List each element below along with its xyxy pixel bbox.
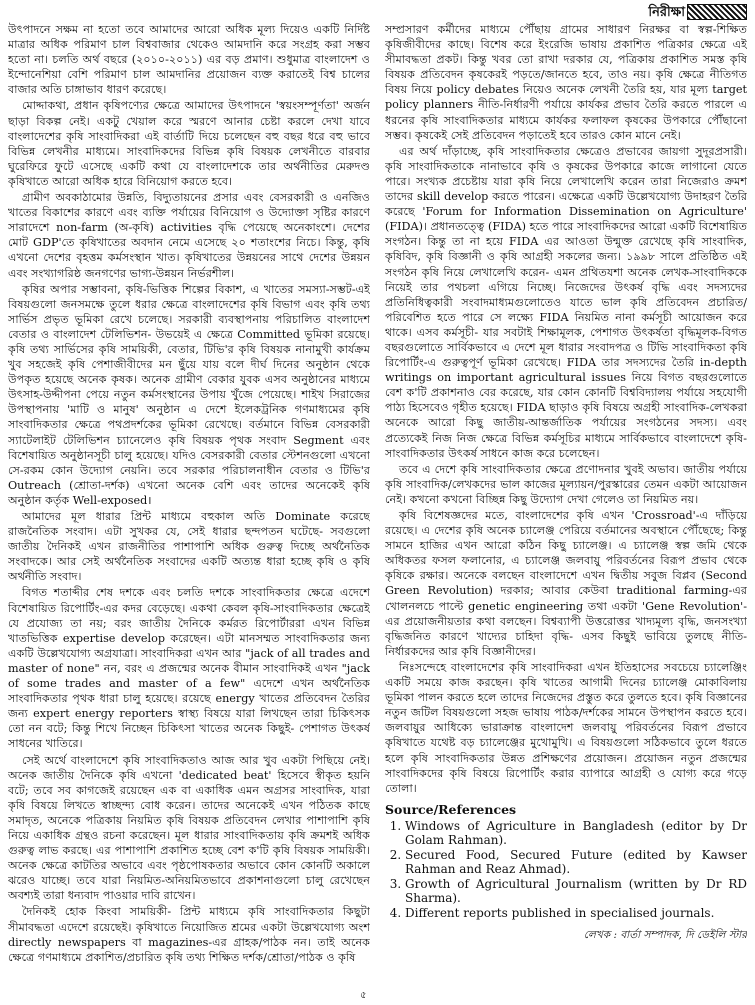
left-column — [8, 22, 370, 994]
reference-item: 3. Growth of Agricultural Journalism (written by Dr RD Sharma). — [405, 877, 747, 905]
paragraph: এর অর্থ দাঁড়াচ্ছে, কৃষি সাংবাদিকতার ক্ষেত্রেও প্রভাবের জায়গা সুদূরপ্রসারী। কৃষি সাংবাদিকতাকে নানাভাবে কৃষি ও কৃষকের উপকারে কাজে লাগানো যেতে পারে। সংখ্যক প্রচেষ্টায় যারা কৃষি নিয়ে লেখালেখি করেন তারা নিজেরাও ক্রমশ তাদের skill develop করতে পারেন। এক্ষেত্রে একটি উল্লেখযোগ্য উদাহরণ তৈরি করেছে 'Forum for Information Dissemination on Agriculture' (FIDA)। প্রধানতত্ত্বে (FIDA) হতে পারে সাংবাদিকদের আরো একটি বিশেষায়িত সংগঠন। কিন্তু তা না হয়ে FIDA এর আওতা উন্মুক্ত রেখেছে কৃষি সাংবাদিক, কৃষিবিদ, কৃষি বিজ্ঞানী ও কৃষি আগ্রহী সকলের জন্য। ১৯৯৮ সালে প্রতিষ্ঠিত এই সংগঠন কৃষি নিয়ে লেখালেখি করেন- এমন প্রথিতযশা অনেক লেখক-সাংবাদিককে নিয়েই তার পথচলা এগিয়ে নিচ্ছে। নিজেদের উৎকর্ষ বৃদ্ধি এবং সদস্যদের প্রতিনিধিত্বকারী সংবাদমাধ্যমগুলোতেও যাতে ভাল কৃষি প্রতিবেদন প্রচারিত/পরিবেশিত হতে পারে সে লক্ষ্যে FIDA নিয়মিত নানা কর্মসূচী আয়োজন করে থাকে। এসব কর্মসূচী- যার সবটাই শিক্ষামূলক, পেশাগত উৎকর্ষতা বৃদ্ধিমূলক-বিগত বছরগুলোতে সার্বিকভাবে এ দেশে মূল ধারার সংবাদপত্র ও টিভি সাংবাদিকতা কৃষি রিপোর্টিং-এ গুরুত্বপূর্ণ ভূমিকা রেখেছে। FIDA তার সদস্যদের তৈরি in-depth writings on important agricultural issues নিয়ে বিগত বছরগুলোতে বেশ ক'টি প্রকাশনাও বের করেছে, যার কোন কোনটি বিশ্ববিদ্যালয় পর্যায়ে সহযোগী পাঠ্য হিসেবেও গৃহীত হয়েছে। FIDA ছাড়াও কৃষি বিষয়ে অগ্রহী সাংবাদিক-লেখকরা অনেকে আরো কিছু জাতীয়-আন্তর্জাতিক পর্যায়ের সংগঠনের সদস্য। এবং প্রত্যেকেই নিজ নিজ ক্ষেত্রে বিভিন্ন কর্মসূচির মাধ্যমে সার্বিকভাবে বাংলাদেশে কৃষি-সাংবাদিকতার উৎকর্ষ সাধনে কাজ করে চলেছেন। — [385, 144, 747, 460]
paragraph: নিঃসন্দেহে বাংলাদেশের কৃষি সাংবাদিকরা এখন ইতিহাসের সবচেয়ে চ্যালেঞ্জিং একটি সময়ে কাজ করছেন। কৃষি খাতের আগামী দিনের চ্যালেঞ্জ মোকাবিলায় ভূমিকা পালন করতে হলে তাদের নিজেদের প্রস্তুত করে তুলতে হবে। কৃষি বিজ্ঞানের নতুন জটিল বিষয়গুলো সহজ ভাষায় পাঠক/দর্শকের সামনে উপস্থাপন করতে হবে। জলবায়ুর আধিক্যে ভারাক্রান্ত বাংলাদেশ জলবায়ু পরিবর্তনের বিরূপ প্রভাবে কৃষিখাতে যথেষ্ট বড় চ্যালেঞ্জের মুখোমুখি। এ বিষয়গুলো সঠিকভাবে তুলে ধরতে হলে কৃষি সাংবাদিকতার উন্নত প্রশিক্ষণের প্রয়োজন। প্রয়োজন নতুন প্রজন্মের সাংবাদিকদের কৃষি বিষয়ে রিপোর্টিং করার ব্যাপারে আগ্রহী ও যোগ্য করে গড়ে তোলা। — [385, 660, 747, 795]
header-pattern — [687, 4, 747, 20]
references-title: Source/References — [385, 801, 517, 817]
paragraph: সেই অর্থে বাংলাদেশে কৃষি সাংবাদিকতাও আজ আর খুব একটা পিছিয়ে নেই। অনেক জাতীয় দৈনিকে কৃষি এখনো 'dedicated beat' হিসেবে স্বীকৃত হয়নি বটে; তবে সব কাগজেই রয়েছেন এক বা একাধিক এমন অগ্রসর সাংবাদিক, যারা কৃষি বিষয়ে লিখতে স্বাচ্ছন্দ্য বোধ করেন। তাদের অনেকেই এখন পঠিতক কাছে সমাদৃত, অনেকে পত্রিকায় নিয়মিত কৃষি বিষয়ক প্রতিবেদন লেখার পাশাপাশি কৃষি নিয়ে একাধিক গ্রন্থও রচনা করেছেন। মূল ধারার সাংবাদিকতায় কৃষি ক্রমশই অধিক গুরুত্ব লাভ করছে। এর পাশাপাশি প্রকাশিত হচ্ছে বেশ ক'টি কৃষি বিষয়ক সাময়িকী। অনেক ক্ষেত্রে কাটতির অভাবে এবং পৃষ্ঠপোষকতার অভাবে কোন কোনটি অকালে ঝরেও যাচ্ছে। তবে যারা নিয়মিত-অনিয়মিতভাবে প্রকাশনাগুলো চালু রেখেছেন অবশ্যই তারা ধন্যবাদ পাওয়ার দাবি রাখেন। — [8, 753, 370, 903]
section-label: নিরীক্ষা — [648, 5, 685, 20]
page-header — [0, 0, 755, 22]
paragraph: তবে এ দেশে কৃষি সাংবাদিকতার ক্ষেত্রে প্রণোদনার খুবই অভাব। জাতীয় পর্যায়ে কৃষি সাংবাদিক/লেখকদের ভাল কাজের মূল্যায়ন/পুরস্কারের তেমন একটা আয়োজন নেই। কখনো কখনো বিচ্ছিন্ন কিছু উদ্যোগ দেখা গেলেও তা নিয়মিত নয়। — [385, 462, 747, 506]
paragraph: দৈনিকই হোক কিংবা সাময়িকী- প্রিন্ট মাধ্যমে কৃষি সাংবাদিকতার কিছুটা সীমাবদ্ধতা এদেশে রয়েছেই। কৃষিখাতে নিয়োজিত শ্রমের একটা উল্লেখযোগ্য অংশ directly newspapers বা magazines-এর গ্রাহক/পাঠক নন। তাই অনেক ক্ষেত্রে গণমাধ্যমে প্রকাশিত/প্রচারিত কৃষি তথ্য শিক্ষিত দর্শক/শ্রোতা/পাঠক ও কৃষি — [8, 905, 370, 964]
page-number: ৫ — [360, 990, 367, 1001]
reference-item: 1. Windows of Agriculture in Bangladesh (editor by Dr Golam Rahman). — [405, 819, 747, 847]
right-column — [385, 22, 747, 994]
paragraph: আমাদের মূল ধারার প্রিন্ট মাধ্যমে বহুকাল অতি Dominate করেছে রাজনৈতিক সংবাদ। এটা সুখকর যে, সেই ধারার ছন্দপতন ঘটেছে- সবগুলো জাতীয় দৈনিকই এখন রাজনীতির পাশাপাশি অধিক গুরুত্ব দিচ্ছে অর্থনৈতিক সংবাদকে। আর সেই অর্থনৈতিক সংবাদের একটি অত্যন্ত ধারা হচ্ছে কৃষি ও কৃষি অর্থনীতি সংবাদ। — [8, 510, 370, 584]
paragraph: কৃষির অপার সম্ভাবনা, কৃষি-ভিত্তিক শিল্পের বিকাশ, এ খাতের সমস্যা-সম্ভট-এই বিষয়গুলো জনসমক্ষে তুলে ধরার ক্ষেত্রে বাংলাদেশের কৃষি বিভাগ এবং কৃষি তথ্য সার্ভিস প্রভৃত ভূমিকা রেখে চলেছে। সরকারী ব্যবস্থাপনায় পরিচালিত বাংলাদেশ বেতার ও বাংলাদেশ টেলিভিশন- উভয়েই এ ক্ষেত্রে Committed ভূমিকা রয়েছে। কৃষি তথ্য সার্ভিসের কৃষি সাময়িকী, বেতার, টিভি'র কৃষি বিষয়ক নানামুখী কার্যক্রম খুব সহজেই কৃষি পেশাজীবীদের মন ছুঁয়ে যায় বলে দীর্ঘ দিনের অনুষ্ঠান থেকে উপকৃত হয়েছে অনেক কৃষক। অনেক গ্রামীণ বেকার যুবক এসব অনুষ্ঠানের মাধ্যমে উৎসাহ-উদ্দীপনা পেয়ে নতুন কর্মসংস্থানের উপায় খুঁজে পেয়েছে। শাইখ সিরাজের উপস্থাপনায় 'মাটি ও মানুষ' অনুষ্ঠান এ দেশে ইলেকট্রনিক গণমাধ্যমের কৃষি সাংবাদিকতার ক্ষেত্রে পথপ্রদর্শকের ভূমিকা রেখেছে। বর্তমানে বিভিন্ন বেসরকারী স্যাটেলাইট টেলিভিশন চ্যানেলেও কৃষি বিষয়ক পৃথক সংবাদ Segment এবং বিশেষায়িত অনুষ্ঠানসূচী চালু হয়েছে। যদিও বেসরকারী বেতার স্টেশনগুলো এখনো সে-রকম কোন উদ্যোগ নেয়নি। তবে সরকার পরিচালনাধীন বেতার ও টিভি'র Outreach (শ্রোতা-দর্শক) এখনো অনেক বেশি এবং তাদের অনেকেই কৃষি অনুষ্ঠান কর্তৃক Well-exposed। — [8, 282, 370, 507]
reference-item: 4. Different reports published in specialised journals. — [405, 906, 747, 920]
references-list — [385, 819, 747, 920]
paragraph: মোদ্দাকথা, প্রধান কৃষিপণ্যের ক্ষেত্রে আমাদের উৎপাদনে 'স্বয়ংসম্পূর্ণতা' অর্জন ছাড়া বিকল্প নেই। একটু খেয়াল করে স্মরণে আনার চেষ্টা করলে দেখা যাবে বাংলাদেশের কৃষি সাংবাদিকরা এই বার্তাটি দিয়ে চলেছেন বহু বছর ধরে বহু ভাবে বিভিন্ন লেখনীর মাধ্যমে। সাংবাদিকদের বিভিন্ন কৃষি বিষয়ক লেখনীতে বারবার ঘুরেফিরে ফুটে এসেছে একটি কথা যে বাংলাদেশকে তার অর্থনীতির মেরুদণ্ড কৃষিখাতে আরো অধিক হারে বিনিয়োগ করতে হবে। — [8, 99, 370, 188]
paragraph: কৃষি বিশেষজ্ঞদের মতে, বাংলাদেশের কৃষি এখন 'Crossroad'-এ দাঁড়িয়ে রয়েছে। এ দেশের কৃষি অনেক চ্যালেঞ্জ পেরিয়ে বর্তমানের অবস্থানে পৌঁছেছে; কিন্তু সামনে হাজির এখন আরো কঠিন কিছু চ্যালেঞ্জ। এ চ্যালেঞ্জ স্বল্প জমি থেকে অধিকতর ফসল ফলানোর, এ চ্যালেঞ্জ জলবায়ু পরিবর্তনের বিরূপ প্রভাব থেকে কৃষিকে রক্ষার। অনেকে বলছেন বাংলাদেশে এখন দ্বিতীয় সবুজ বিপ্লব (Second Green Revolution) দরকার; আবার কেউবা traditional farming-এর খোলনলচে পাল্টে genetic engineering তথা একটা 'Gene Revolution'-এর প্রয়োজনীয়তার কথা বলছেন। বিশ্বব্যাপী উত্তরোত্তর খাদ্যমূল্য বৃদ্ধি, জনসংখ্যা বৃদ্ধিজনিত কারণে খাদ্যের চাহিদা বৃদ্ধি- এসব কিছুই ভাবিয়ে তুলছে নীতি-নির্ধারকদের আর কৃষি বিজ্ঞানীদের। — [385, 509, 747, 658]
paragraph: উৎপাদনে সক্ষম না হতো তবে আমাদের আরো অধিক মূল্য দিয়েও একটি নির্দিষ্ট মাত্রার অধিক পরিমাণ চাল বিশ্ববাজার থেকেও আমদানি করে সংগ্রহ করা সম্ভব হতো না। চলতি অর্থ বছরে (২০১০-২০১১) এর বড় প্রমাণ। শুধুমাত্র বাংলাদেশ ও ইন্দোনেশিয়া বেশি পরিমাণ চাল আমদানির প্রয়োজন ব্যক্ত করাতেই বিশ্ব চালের বাজার অতি চাঙ্গাভাব ধারণ করেছে। — [8, 23, 370, 97]
paragraph: সম্প্রসারণ কর্মীদের মাধ্যমে পৌঁছায় গ্রামের সাধারণ নিরক্ষর বা স্বল্প-শিক্ষিত কৃষিজীবীদের কাছে। বিশেষ করে ইংরেজি ভাষায় প্রকাশিত পত্রিকার ক্ষেত্রে এই সীমাবদ্ধতা প্রকট। কিন্তু খবর তো রাখা দরকার যে, পত্রিকায় প্রকাশিত সমস্ত কৃষি বিষয়ক প্রতিবেদন কৃষকেরই পড়তে/জানতে হবে, তাও নয়। কৃষি ক্ষেত্রে নীতিগত বিষয় নিয়ে policy debates নিয়েও অনেক লেখনী তৈরি হয়, যার মূল্য target policy planners নীতি-নির্ধারণী পর্যায়ে কার্যকর প্রভাব তৈরি করতে পারলে এ ধরনের কৃষি সাংবাদিকতার মাধ্যমে কার্যকর ফলাফল কৃষকের উপকারে পৌঁছানো সম্ভব। কৃষকেই সেই প্রতিবেদন পড়াতেই হবে তারও কোন মানে নেই। — [385, 23, 747, 142]
author-line: লেখক : বার্তা সম্পাদক, দি ডেইলি স্টার — [583, 928, 747, 941]
reference-item: 2. Secured Food, Secured Future (edited by Kawser Rahman and Reaz Ahmad). — [405, 848, 747, 876]
paragraph: গ্রামীণ অবকাঠামোর উন্নতি, বিদ্যুতায়নের প্রসার এবং বেসরকারী ও এনজিও খাতের বিকাশের কারণে এবং ব্যক্তি পর্যায়ের বিনিয়োগ ও উদ্যোক্তা সৃষ্টির কারণে সারাদেশে non-farm (অ-কৃষি) activities বৃদ্ধি পেয়েছে অনেকাংশে। দেশের মোট GDP'তে কৃষিখাতের অবদান নেমে এসেছে ২০ শতাংশের নিচে। কিন্তু, কৃষি এখনো দেশের বৃহত্তম কর্মসংস্থান খাত। কৃষিখাতের উন্নয়নের সাথে দেশের উন্নয়ন এবং সংখ্যাগরিষ্ঠ জনগণের ভাগ্য-উন্নয়ন নির্ভরশীল। — [8, 191, 370, 280]
paragraph: বিগত শতাব্দীর শেষ দশকে এবং চলতি দশকে সাংবাদিকতার ক্ষেত্রে এদেশে বিশেষায়িত রিপোর্টিং-এর কদর বেড়েছে। একথা কেবল কৃষি-সাংবাদিকতার ক্ষেত্রেই যে প্রযোজ্য তা নয়; বরং জাতীয় দৈনিকে কর্মরত রিপোর্টাররা এখন বিভিন্ন খাতভিত্তিক expertise develop করেছেন। এটা মানসম্মত সাংবাদিকতার জন্য একটি উল্লেখযোগ্য অগ্রযাত্রা। সাংবাদিকরা এখন আর "jack of all trades and master of none" নন, বরং এ প্রজন্মের অনেক বীমান সাংবাদিকই এখন "jack of some trades and master of a few" এদেশে এখন অর্থনৈতিক সাংবাদিকতার পৃথক ধারা চালু হয়েছে। রয়েছে energy খাতের প্রতিবেদন তৈরির জন্য expert energy reporters স্বাস্থ্য বিষয়ে যারা লিখছেন তারা চিকিৎসক তো নন বটে; কিন্তু শিখে নিচ্ছেন চিকিৎসা খাতের অনেক কিছুই- পেশাগত উৎকর্ষ সাধনের খাতিরে। — [8, 586, 370, 751]
